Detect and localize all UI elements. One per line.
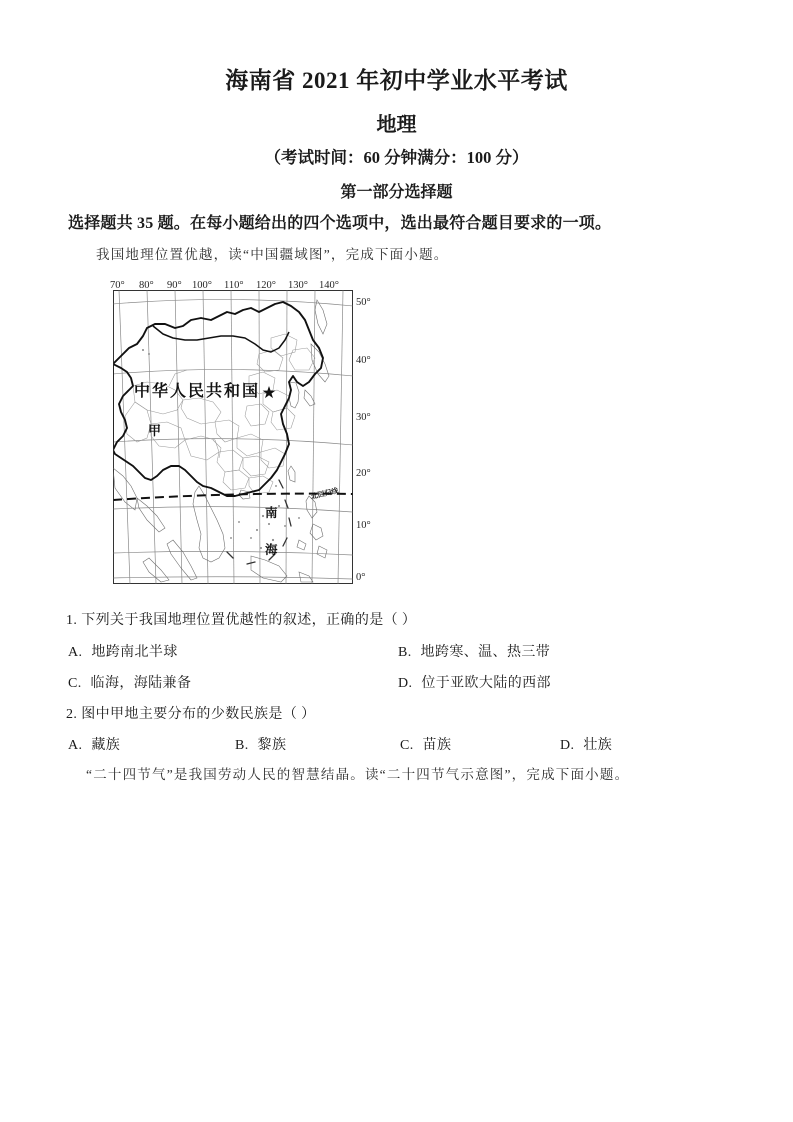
part-instruction: 选择题共 35 题。在每小题给出的四个选项中，选出最符合题目要求的一项。	[68, 215, 612, 232]
map-label-sea-2: 海	[265, 543, 278, 557]
map-label-sea-1: 南	[265, 506, 278, 520]
question-2-option-c[interactable]	[400, 734, 451, 754]
question-2-option-d[interactable]	[560, 734, 612, 754]
question-2-text: 图中甲地主要分布的少数民族是（ ）	[81, 707, 316, 722]
option-b-text: 地跨寒、温、热三带	[420, 645, 551, 660]
option-c-label: C.	[400, 738, 414, 753]
option-d-text: 位于亚欧大陆的西部	[421, 676, 551, 691]
lat-tick-20: 20°	[356, 468, 371, 479]
question-2-number: 2.	[66, 707, 78, 722]
passage-intro-2: “二十四节气”是我国劳动人民的智慧结晶。读“二十四节气示意图”，完成下面小题。	[86, 767, 630, 782]
option-d-text: 壮族	[583, 738, 613, 753]
lat-tick-0: 0°	[356, 572, 366, 583]
option-c-text: 苗族	[422, 738, 452, 753]
map-label-point-jia: 甲	[148, 423, 162, 438]
lat-tick-40: 40°	[356, 355, 371, 366]
lon-tick-120: 120°	[256, 280, 276, 291]
lon-tick-90: 90°	[167, 280, 182, 291]
lat-tick-30: 30°	[356, 412, 371, 423]
option-a-label: A.	[68, 645, 83, 660]
option-d-label: D.	[560, 738, 575, 753]
option-b-text: 黎族	[257, 738, 287, 753]
lon-tick-140: 140°	[319, 280, 339, 291]
option-c-label: C.	[68, 676, 82, 691]
lon-tick-130: 130°	[288, 280, 308, 291]
option-b-label: B.	[235, 738, 249, 753]
option-d-label: D.	[398, 676, 413, 691]
question-1-option-d[interactable]	[398, 672, 551, 692]
question-1-option-c[interactable]	[68, 672, 191, 692]
option-a-label: A.	[68, 738, 83, 753]
lon-tick-100: 100°	[192, 280, 212, 291]
part-title: 第一部分选择题	[340, 184, 453, 201]
china-territory-map	[113, 290, 353, 584]
passage-intro-1: 我国地理位置优越，读“中国疆域图”，完成下面小题。	[96, 247, 449, 262]
option-b-label: B.	[398, 645, 412, 660]
question-2-stem	[66, 703, 316, 723]
map-label-country: 中华人民共和国	[134, 383, 261, 400]
question-2-option-b[interactable]	[235, 734, 286, 754]
subject-title: 地理	[376, 114, 417, 136]
question-1-option-b[interactable]	[398, 641, 550, 661]
question-2-option-a[interactable]	[68, 734, 120, 754]
exam-info: （考试时间：60 分钟满分：100 分）	[264, 148, 529, 167]
option-a-text: 地跨南北半球	[91, 645, 178, 660]
lon-tick-80: 80°	[139, 280, 154, 291]
page-title: 海南省 2021 年初中学业水平考试	[225, 68, 568, 93]
option-c-text: 临海，海陆兼备	[90, 676, 192, 691]
lon-tick-110: 110°	[224, 280, 244, 291]
lon-tick-70: 70°	[110, 280, 125, 291]
map-label-tropic-of-cancer: 北回归线	[310, 486, 340, 501]
lat-tick-10: 10°	[356, 520, 371, 531]
question-1-text: 下列关于我国地理位置优越性的叙述，正确的是（ ）	[81, 613, 417, 628]
lat-tick-50: 50°	[356, 297, 371, 308]
question-1-stem	[66, 609, 416, 629]
question-1-option-a[interactable]	[68, 641, 178, 661]
question-1-number: 1.	[66, 613, 78, 628]
option-a-text: 藏族	[91, 738, 121, 753]
